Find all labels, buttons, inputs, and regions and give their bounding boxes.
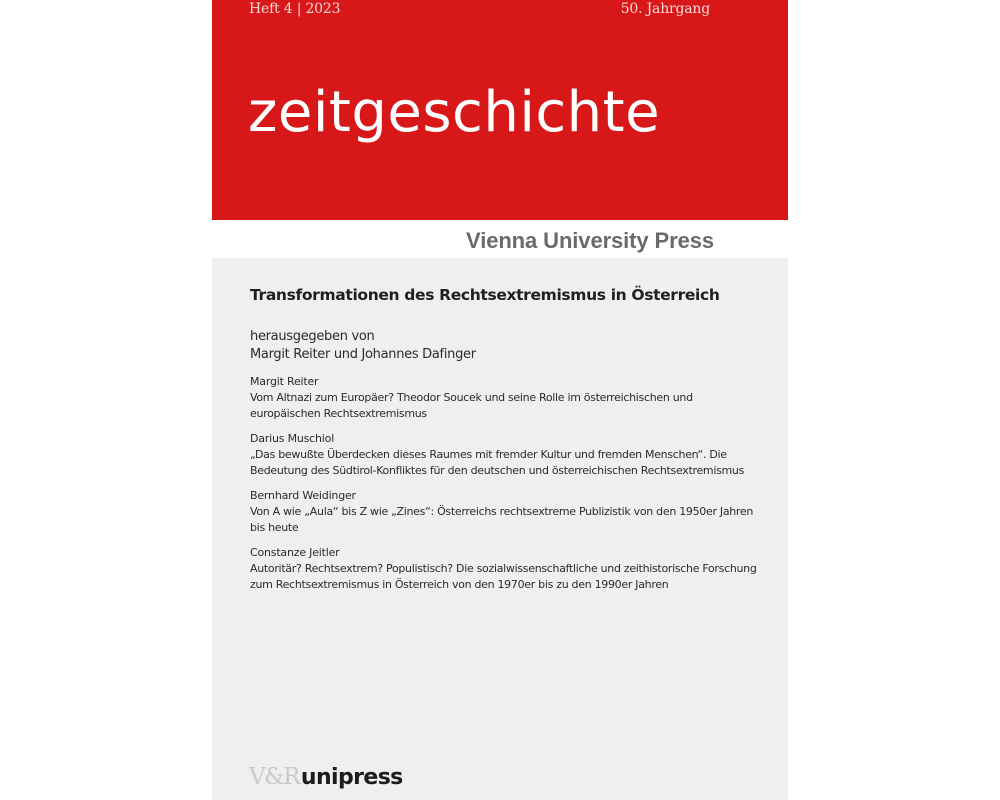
article-title: Autoritär? Rechtsextrem? Populistisch? Die sozialwissenschaftliche und zeithistorische Forschung zum Rechtsextremismus in Österreich von den 1970er bis zu den 1990er Jahren <box>250 562 757 591</box>
publisher-band <box>212 220 788 258</box>
issue-title: Transformationen des Rechtsextremismus in Österreich <box>250 286 720 304</box>
article-author: Darius Muschiol <box>250 432 335 445</box>
title-band <box>212 0 788 220</box>
article-title: „Das bewußte Überdecken dieses Raumes mit fremder Kultur und fremden Menschen“. Die Bedeutung des Südtirol-Konfliktes für den deutschen und österreichischen Rechtsextremismus <box>250 448 745 477</box>
imprint-name: unipress <box>300 765 403 790</box>
editors-names: Margit Reiter und Johannes Dafinger <box>250 347 476 362</box>
article-author: Bernhard Weidinger <box>250 489 356 502</box>
article-title: Von A wie „Aula“ bis Z wie „Zines“: Österreichs rechtsextreme Publizistik von den 1950er Jahren bis heute <box>250 505 754 534</box>
editors-label: herausgegeben von <box>250 329 375 344</box>
journal-cover <box>212 0 788 800</box>
article-entry <box>250 545 760 593</box>
article-title: Vom Altnazi zum Europäer? Theodor Soucek und seine Rolle im österreichischen und europäischen Rechtsextremismus <box>250 391 693 420</box>
journal-title: zeitgeschichte <box>248 80 661 145</box>
contents <box>250 282 760 602</box>
issue-number: Heft 4 | 2023 <box>249 1 341 17</box>
article-author: Constanze Jeitler <box>250 546 340 559</box>
imprint-logo <box>249 764 403 790</box>
imprint-prefix: V&R <box>249 764 299 790</box>
article-author: Margit Reiter <box>250 375 319 388</box>
publisher-name: Vienna University Press <box>466 228 714 253</box>
article-entry <box>250 374 760 422</box>
volume-number: 50. Jahrgang <box>620 1 710 17</box>
article-entry <box>250 488 760 536</box>
article-entry <box>250 431 760 479</box>
editors <box>250 328 760 364</box>
